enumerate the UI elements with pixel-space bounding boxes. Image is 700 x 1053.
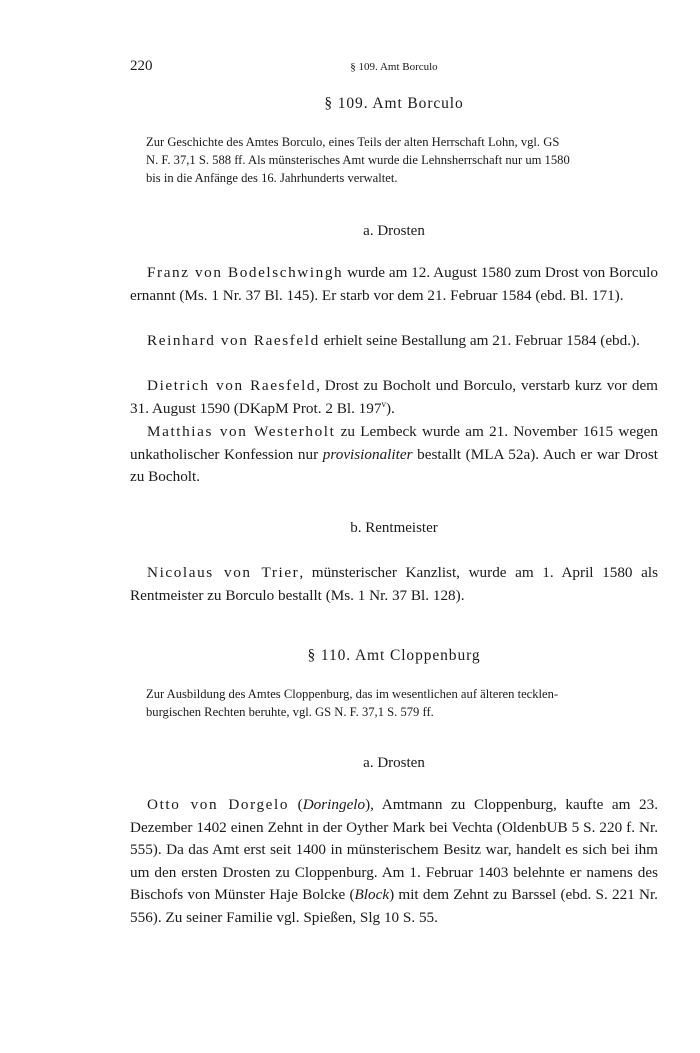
section-110-intro <box>146 685 658 721</box>
intro-line: N. F. 37,1 S. 588 ff. Als münsterisches Amt wurde die Lehnsherrschaft nur um 1580 <box>146 153 570 167</box>
entry-text: , münsterischer Kanzlist, wurde am 1. April 1580 als Rentmeister zu Borculo bestallt (Ms. 1 Nr. 37 Bl. 128). <box>130 564 658 604</box>
entry-text: ) mit dem Zehnt zu Barssel (ebd. S. 221 Nr. 556). Zu seiner Familie vgl. Spießen, Slg 10 S. 55. <box>130 886 658 926</box>
entry-dietrich-raesfeld <box>130 375 658 420</box>
entry-text: , Drost zu Bocholt und Borculo, verstarb kurz vor dem 31. August 1590 (DKapM Prot. 2 Bl. 197 <box>130 377 658 417</box>
entry-trier <box>130 562 658 607</box>
person-name: Nicolaus von Trier <box>147 564 300 581</box>
entry-text: erhielt seine Bestallung am 21. Februar 1584 (ebd.). <box>319 332 640 349</box>
entry-text: zu Lembeck wurde am 21. November 1615 wegen unkatholischer Konfession nur <box>130 423 658 463</box>
superscript: v <box>381 398 386 409</box>
entry-dorgelo <box>130 794 658 929</box>
person-name: Franz von Bodelschwingh <box>147 264 344 281</box>
section-109-title: § 109. Amt Borculo <box>324 95 464 112</box>
entry-text: ( <box>289 796 303 813</box>
intro-line: burgischen Rechten beruhte, vgl. GS N. F. 37,1 S. 579 ff. <box>146 705 434 719</box>
intro-line: bis in die Anfänge des 16. Jahrhunderts verwaltet. <box>146 171 398 185</box>
intro-line: Zur Geschichte des Amtes Borculo, eines Teils der alten Herrschaft Lohn, vgl. GS <box>146 135 560 149</box>
section-110-title: § 110. Amt Cloppenburg <box>307 647 481 664</box>
person-name: Dietrich von Raesfeld <box>147 377 317 394</box>
page-number: 220 <box>130 58 153 74</box>
section-109-drosten-heading: a. Drosten <box>363 223 425 239</box>
intro-line: Zur Ausbildung des Amtes Cloppenburg, das im wesentlichen auf älteren tecklen- <box>146 687 559 701</box>
section-109-intro <box>146 133 658 187</box>
entry-text: wurde am 12. August 1580 zum Drost von Borculo ernannt (Ms. 1 Nr. 37 Bl. 145). Er starb vor dem 21. Februar 1584 (ebd. Bl. 171). <box>130 264 658 304</box>
section-109-rentmeister-heading: b. Rentmeister <box>350 520 438 536</box>
section-110-drosten-heading: a. Drosten <box>363 755 425 771</box>
person-name: Reinhard von Raesfeld <box>147 332 320 349</box>
running-title: § 109. Amt Borculo <box>350 61 438 73</box>
running-header <box>130 58 658 80</box>
italic-term: Block <box>354 886 390 903</box>
italic-term: provisionaliter <box>322 445 413 463</box>
person-name: Otto von Dorgelo <box>147 796 290 813</box>
entry-westerholt <box>130 421 658 489</box>
entry-text: bestallt (MLA 52a). Auch er war Drost zu Bocholt. <box>130 445 658 485</box>
entry-reinhard-raesfeld <box>130 330 658 353</box>
entry-text-end: ). <box>385 399 395 417</box>
italic-term: Doringelo <box>302 796 366 813</box>
entry-text: ), Amtmann zu Cloppenburg, kaufte am 23. Dezember 1402 einen Zehnt in der Oyther Mark bei Vechta (OldenbUB 5 S. 220 f. Nr. 555). Da das Amt erst seit 1400 in münsterischem Besitz war, handelt es sich bei ihm um den ersten Drosten zu Cloppenburg. Am 1. Februar 1403 belehnte er namens des Bischofs von Münster Haje Bolcke ( <box>130 796 659 903</box>
person-name: Matthias von Westerholt <box>147 423 336 440</box>
entry-bodelschwingh <box>130 262 658 307</box>
